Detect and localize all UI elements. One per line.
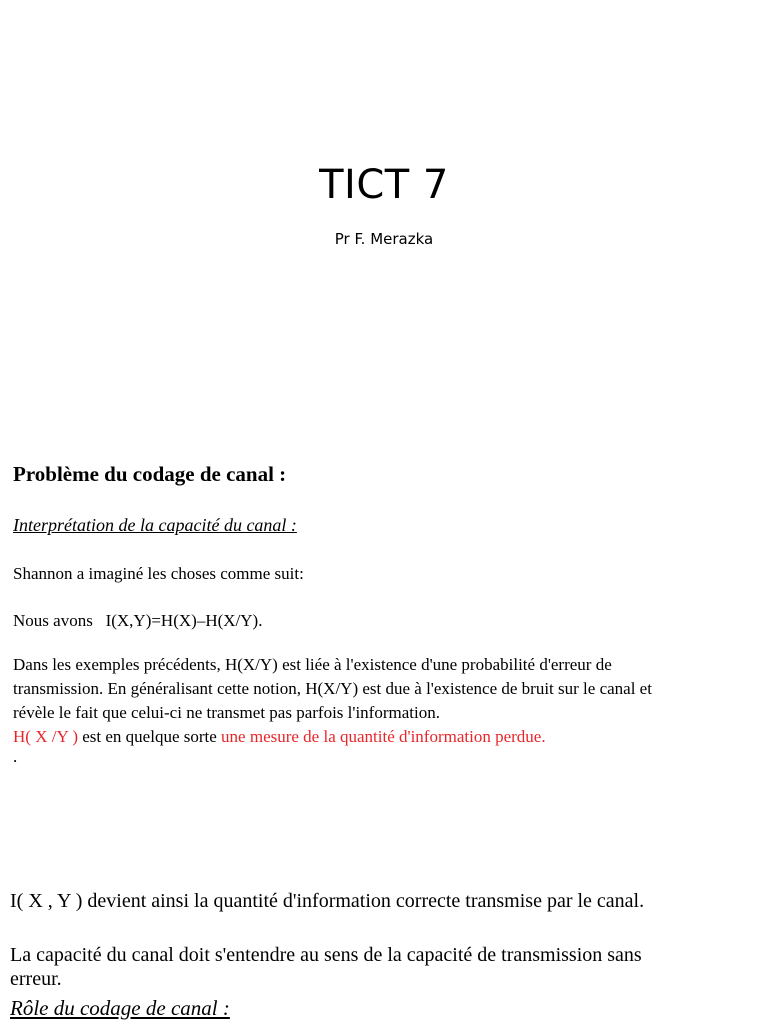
slide-author: Pr F. Merazka bbox=[334, 230, 434, 248]
text-line: La capacité du canal doit s'entendre au sens de la capacité de transmission sans bbox=[10, 944, 642, 966]
paragraph-dot: . bbox=[13, 747, 18, 766]
text-line-capacity: I( X , Y ) devient ainsi la quantité d'information correcte transmise par le canal. bbox=[10, 890, 645, 912]
paragraph-line-highlight bbox=[13, 725, 758, 749]
formula: I(X,Y)=H(X)–H(X/Y). bbox=[105, 611, 263, 630]
text-line-capacity-def bbox=[10, 943, 750, 991]
connector-text: est en quelque sorte bbox=[78, 727, 222, 746]
paragraph-explanation bbox=[13, 653, 758, 765]
paragraph-line: révèle le fait que celui-ci ne transmet pas parfois l'information. bbox=[13, 703, 440, 722]
text-line-shannon: Shannon a imaginé les choses comme suit: bbox=[13, 564, 304, 583]
formula-prefix: Nous avons bbox=[13, 611, 93, 630]
slide-title: TICT 7 bbox=[319, 162, 449, 208]
text-line: erreur. bbox=[10, 968, 62, 990]
paragraph-line: Dans les exemples précédents, H(X/Y) est liée à l'existence d'une probabilité d'erreur de bbox=[13, 655, 612, 674]
section-subheading: Interprétation de la capacité du canal : bbox=[13, 515, 297, 535]
highlight-phrase: une mesure de la quantité d'information perdue. bbox=[221, 727, 546, 746]
section-heading-role: Rôle du codage de canal : bbox=[10, 996, 230, 1020]
paragraph-line: transmission. En généralisant cette notion, H(X/Y) est due à l'existence de bruit sur le canal et bbox=[13, 679, 652, 698]
highlight-term: H( X /Y ) bbox=[13, 727, 78, 746]
section-heading: Problème du codage de canal : bbox=[13, 462, 287, 486]
text-line-formula bbox=[13, 611, 262, 631]
